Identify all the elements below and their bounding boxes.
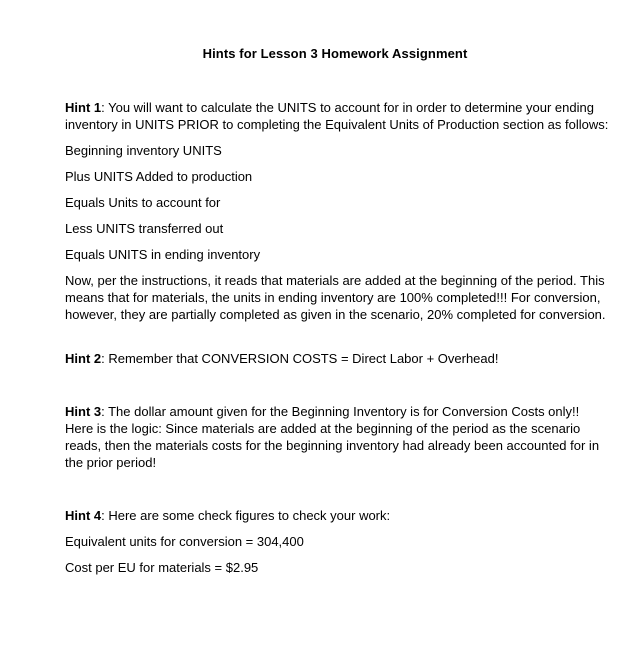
hint-2-paragraph	[65, 350, 610, 367]
hint-4-paragraph	[65, 507, 610, 524]
hint-1-text: : You will want to calculate the UNITS to account for in order to determine your ending inventory in UNITS PRIOR to completing the Equivalent Units of Production section as follows:	[65, 100, 609, 132]
hint-1-step: Equals UNITS in ending inventory	[65, 247, 261, 262]
hint-1-step: Equals Units to account for	[65, 195, 221, 210]
hint-1-paragraph	[65, 99, 610, 133]
hint-3-paragraph	[65, 403, 610, 471]
hint-1-label: Hint 1	[65, 100, 102, 115]
hint-2-label: Hint 2	[65, 351, 102, 366]
hint-1-step: Plus UNITS Added to production	[65, 169, 253, 184]
check-figure: Equivalent units for conversion = 304,400	[65, 534, 304, 549]
hint-4-label: Hint 4	[65, 508, 102, 523]
hint-3-text: : The dollar amount given for the Beginning Inventory is for Conversion Costs only!! Here is the logic: Since materials are added at the beginning of the period as the scenario reads, then the materials costs for the beginning inventory had already been accounted for in the prior period!	[65, 404, 600, 470]
hint-1-step: Less UNITS transferred out	[65, 221, 224, 236]
hint-2-text: : Remember that CONVERSION COSTS = Direct Labor + Overhead!	[101, 351, 499, 366]
check-figure: Cost per EU for materials = $2.95	[65, 560, 259, 575]
document-body	[65, 99, 610, 576]
page-title: Hints for Lesson 3 Homework Assignment	[202, 46, 468, 61]
hint-1-step: Beginning inventory UNITS	[65, 143, 222, 158]
hint-4-text: : Here are some check figures to check your work:	[101, 508, 391, 523]
hint-1-followup: Now, per the instructions, it reads that materials are added at the beginning of the period. This means that for materials, the units in ending inventory are 100% completed!!! For conversion, however, they are partially completed as given in the scenario, 20% completed for conversion.	[65, 273, 606, 322]
hint-3-label: Hint 3	[65, 404, 102, 419]
